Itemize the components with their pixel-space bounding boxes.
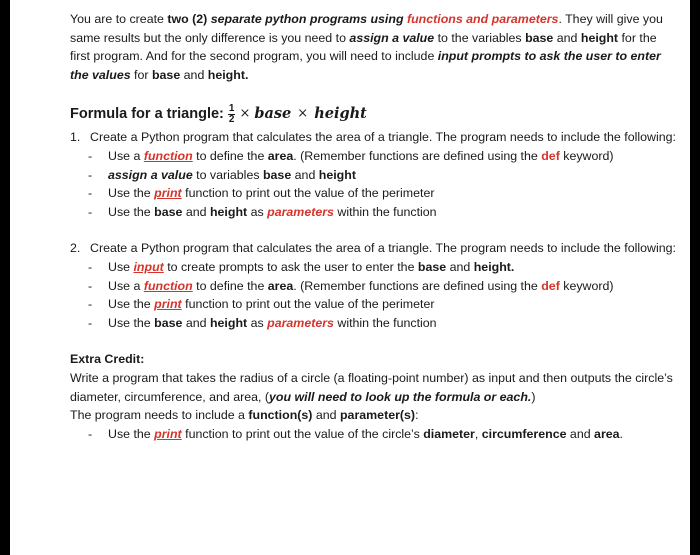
list-item: - Use the print function to print out the value of the circle’s diameter, circumference and area. xyxy=(88,425,678,444)
formula-label: Formula for a triangle: xyxy=(70,106,224,123)
one-half-fraction: $\frac{1}{2}$ xyxy=(228,102,235,125)
list-item: - Use input to create prompts to ask the user to enter the base and height. xyxy=(88,258,678,277)
extra-credit-title: Extra Credit: xyxy=(70,352,145,367)
list-item: - Use the print function to print out the value of the perimeter xyxy=(88,184,678,203)
formula-base: base xyxy=(254,105,292,123)
intro-paragraph: You are to create two (2) separate python programs using functions and parameters. They will give you same results but the only difference is you need to assign a value to the variables base and height for the first program. And for the second program, you will need to include input prompts to ask the user to enter the values for base and height. xyxy=(70,12,663,82)
triangle-formula: Formula for a triangle: $\frac{1}{2}$ × base × height xyxy=(70,102,367,125)
list-item: - Use a function to define the area. (Remember functions are defined using the def keyword) xyxy=(88,147,678,166)
program-2-item: 2. Create a Python program that calculates the area of a triangle. The program needs to include the following: xyxy=(70,239,678,258)
list-item: - assign a value to variables base and height xyxy=(88,166,678,185)
extra-credit-description: Write a program that takes the radius of a circle (a floating-point number) as input and then outputs the circle’s diameter, circumference, and area, (you will need to look up the formula or each.) xyxy=(70,370,673,404)
program-2-description: Create a Python program that calculates the area of a triangle. The program needs to include the following: xyxy=(90,241,676,256)
extra-credit-list xyxy=(70,425,678,444)
extra-credit-requirements: The program needs to include a function(s) and parameter(s): xyxy=(70,408,419,423)
list-item: - Use the print function to print out the value of the perimeter xyxy=(88,295,678,314)
assignment-document xyxy=(70,10,678,443)
program-1-description: Create a Python program that calculates the area of a triangle. The program needs to include the following: xyxy=(90,130,676,145)
list-item: - Use a function to define the area. (Remember functions are defined using the def keyword) xyxy=(88,277,678,296)
program-1-requirements xyxy=(70,147,678,221)
list-item: - Use the base and height as parameters within the function xyxy=(88,314,678,333)
program-2-requirements xyxy=(70,258,678,332)
program-1-item: 1. Create a Python program that calculates the area of a triangle. The program needs to include the following: xyxy=(70,128,678,147)
document-page xyxy=(10,0,690,555)
list-item: - Use the base and height as parameters within the function xyxy=(88,203,678,222)
formula-height: height xyxy=(314,105,367,123)
